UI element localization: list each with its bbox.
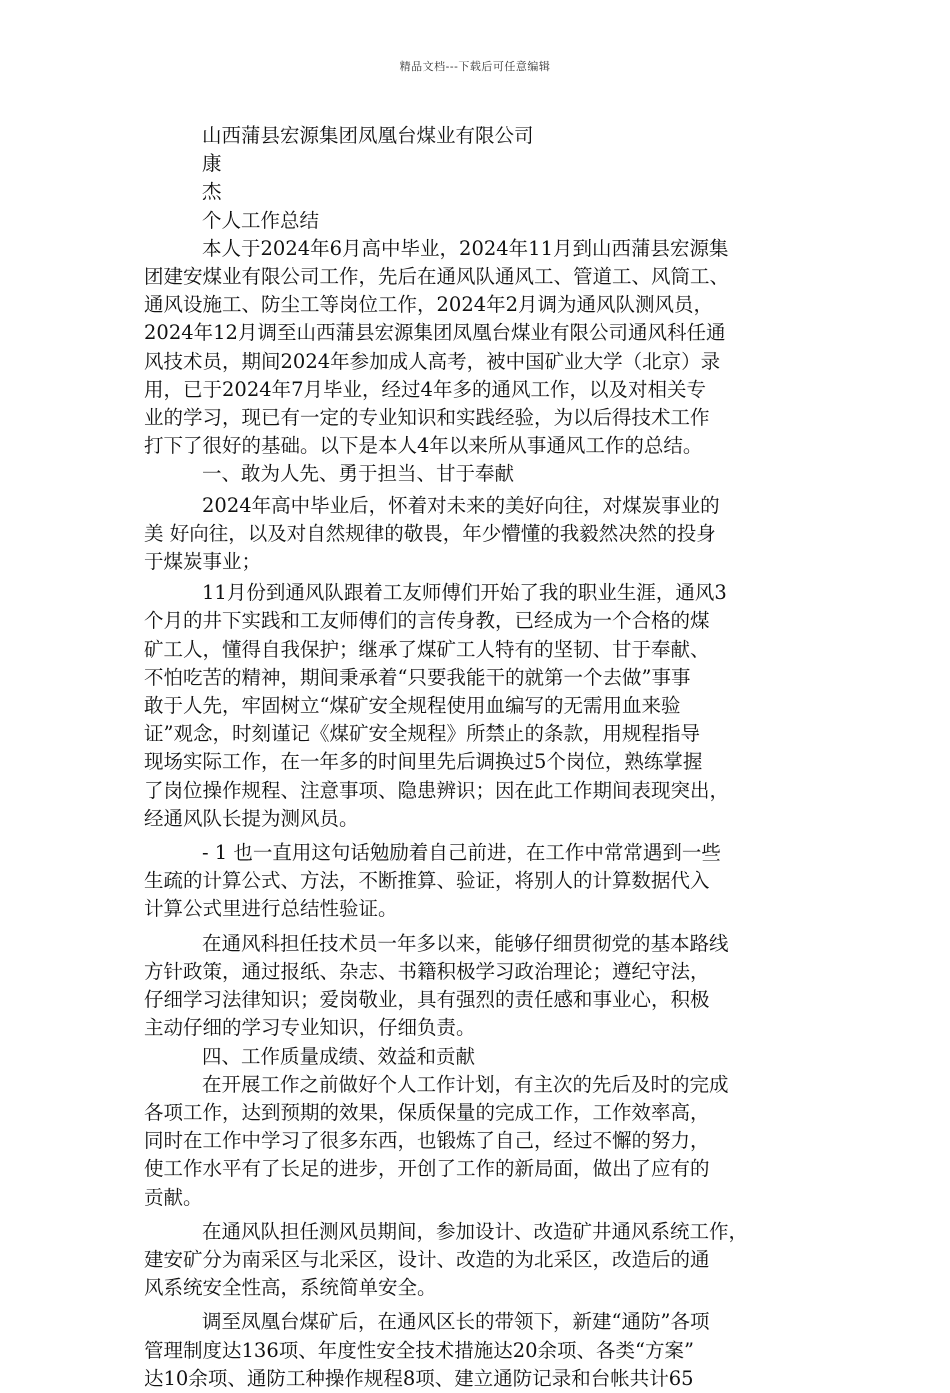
paragraph-line: 调至凤凰台煤矿后，在通风区长的带领下，新建“通防”各项	[202, 1310, 710, 1334]
paragraph-line: 使工作水平有了长足的进步，开创了工作的新局面，做出了应有的	[144, 1157, 710, 1181]
paragraph-line: 团建安煤业有限公司工作，先后在通风队通风工、管道工、风筒工、	[144, 265, 730, 289]
paragraph-line: 2024年12月调至山西蒲县宏源集团凤凰台煤业有限公司通风科任通	[144, 321, 726, 345]
company-name: 山西蒲县宏源集团凤凰台煤业有限公司	[202, 124, 534, 147]
paragraph-line: 打下了很好的基础。以下是本人4年以来所从事通风工作的总结。	[144, 434, 703, 458]
paragraph-work-quality	[144, 1071, 828, 1212]
paragraph-line: 通风设施工、防尘工等岗位工作，2024年2月调为通风队测风员，	[144, 293, 714, 317]
paragraph-line: 风技术员，期间2024年参加成人高考，被中国矿业大学（北京）录	[144, 349, 721, 373]
paragraph-line: 业的学习，现已有一定的专业知识和实践经验，为以后得技术工作	[144, 406, 710, 430]
paragraph-line: 管理制度达136项、年度性安全技术措施达20余项、各类“方案”	[144, 1338, 694, 1362]
paragraph-line: 证”观念，时刻谨记《煤矿安全规程》所禁止的条款，用规程指导	[144, 722, 700, 746]
paragraph-line: 在开展工作之前做好个人工作计划，有主次的先后及时的完成	[202, 1072, 729, 1096]
paragraph-intro	[144, 235, 828, 461]
paragraph-line: 2024年高中毕业后，怀着对未来的美好向往，对煤炭事业的	[202, 493, 720, 517]
paragraph-line: 仔细学习法律知识；爱岗敬业，具有强烈的责任感和事业心，积极	[144, 988, 710, 1012]
paragraph-line: 了岗位操作规程、注意事项、隐患辨识；因在此工作期间表现突出，	[144, 778, 730, 802]
paragraph-line: 达10余项、通防工种操作规程8项、建立通防记录和台帐共计65	[144, 1366, 694, 1390]
paragraph-motto	[144, 839, 828, 924]
paragraph-line: 经通风队长提为测风员。	[144, 806, 359, 830]
paragraph-line: 在通风队担任测风员期间，参加设计、改造矿井通风系统工作，	[202, 1219, 749, 1243]
paragraph-graduation	[144, 492, 828, 577]
paragraph-line: 计算公式里进行总结性验证。	[144, 897, 398, 921]
paragraph-line: 建安矿分为南采区与北采区，设计、改造的为北采区，改造后的通	[144, 1247, 710, 1271]
author-name-second-char: 杰	[202, 180, 222, 204]
paragraph-line: 本人于2024年6月高中毕业，2024年11月到山西蒲县宏源集	[202, 236, 729, 260]
paragraph-line: 风系统安全性高，系统简单安全。	[144, 1276, 437, 1300]
paragraph-line: 现场实际工作，在一年多的时间里先后调换过5个岗位，熟练掌握	[144, 750, 703, 774]
paragraph-fenghuangtai	[144, 1308, 828, 1393]
paragraph-line: 方针政策，通过报纸、杂志、书籍积极学习政治理论；遵纪守法，	[144, 959, 710, 983]
paragraph-career-start	[144, 579, 828, 833]
document-body	[144, 122, 828, 1393]
paragraph-line: 矿工人，懂得自我保护；继承了煤矿工人特有的坚韧、甘于奉献、	[144, 637, 710, 661]
page-header-watermark: 精品文档---下载后可任意编辑	[399, 60, 551, 73]
paragraph-line: 于煤炭事业；	[144, 550, 262, 574]
paragraph-line: 生疏的计算公式、方法，不断推算、验证，将别人的计算数据代入	[144, 869, 710, 893]
paragraph-line: - 1 也一直用这句话勉励着自己前进，在工作中常常遇到一些	[202, 841, 721, 865]
author-name-first-char: 康	[202, 152, 222, 176]
paragraph-line: 美 好向往，以及对自然规律的敬畏，年少懵懂的我毅然决然的投身	[144, 521, 716, 545]
paragraph-line: 不怕吃苦的精神，期间秉承着“只要我能干的就第一个去做”事事	[144, 665, 691, 689]
document-title: 个人工作总结	[202, 208, 320, 232]
paragraph-line: 各项工作，达到预期的效果，保质保量的完成工作，工作效率高，	[144, 1100, 710, 1124]
paragraph-line: 在通风科担任技术员一年多以来，能够仔细贯彻党的基本路线	[202, 931, 729, 955]
paragraph-technician	[144, 930, 828, 1043]
paragraph-line: 主动仔细的学习专业知识，仔细负责。	[144, 1016, 476, 1040]
section-heading-1: 一、敢为人先、勇于担当、甘于奉献	[202, 462, 515, 486]
paragraph-line: 11月份到通风队跟着工友师傅们开始了我的职业生涯，通风3	[202, 581, 727, 605]
paragraph-line: 个月的井下实践和工友师傅们的言传身教，已经成为一个合格的煤	[144, 609, 710, 633]
section-heading-4: 四、工作质量成绩、效益和贡献	[202, 1044, 476, 1068]
paragraph-line: 敢于人先，牢固树立“煤矿安全规程使用血编写的无需用血来验	[144, 694, 681, 718]
paragraph-ventilation-design	[144, 1218, 828, 1303]
paragraph-line: 用，已于2024年7月毕业，经过4年多的通风工作，以及对相关专	[144, 377, 706, 401]
paragraph-line: 贡献。	[144, 1185, 203, 1209]
paragraph-line: 同时在工作中学习了很多东西，也锻炼了自己，经过不懈的努力，	[144, 1129, 710, 1153]
